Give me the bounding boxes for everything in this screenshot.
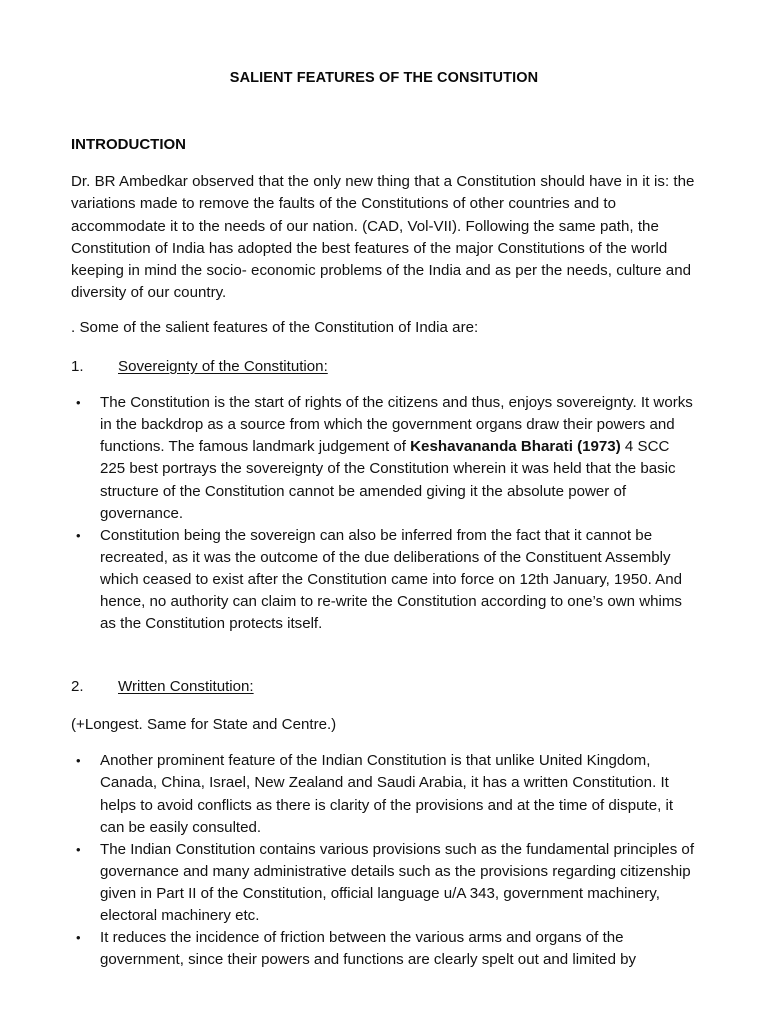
bullet-text: It reduces the incidence of friction between the various arms and organs of the government, since their powers and functions are clearly spelt out and limited by	[100, 929, 637, 969]
bullet-text-cont: 4 SCC 225 best portrays the sovereignty of the Constitution wherein it was held that the basic structure of the Constitution cannot be amended giving it the absolute power of governance.	[100, 438, 676, 522]
section-title-2: Written Constitution:	[118, 678, 254, 696]
list-item	[76, 839, 697, 927]
section-heading-1	[71, 339, 697, 378]
bullet-text: Another prominent feature of the Indian Constitution is that unlike United Kingdom, Canada, China, Israel, New Zealand and Saudi Arabia, it has a written Constitution. It helps to avoid conflicts as there is clarity of the provisions and at the time of dispute, it can be easily consulted.	[100, 752, 674, 836]
bullet-text: The Constitution is the start of rights of the citizens and thus, enjoys sovereignty. It works in the backdrop as a source from which the government organs draw their powers and functions. The famous landmark judgement of	[100, 394, 693, 456]
section-title-1: Sovereignty of the Constitution:	[118, 358, 328, 376]
introduction-heading: INTRODUCTION	[71, 136, 186, 154]
section-2-note: (+Longest. Same for State and Centre.)	[71, 716, 337, 734]
section-number-1: 1.	[71, 358, 84, 376]
bullet-text: The Indian Constitution contains various provisions such as the fundamental principles of governance and many administrative details such as the provisions regarding citizenship given in Part II of the Constitution, official language u/A 343, government machinery, electoral machinery etc.	[100, 840, 695, 924]
introduction-paragraph: Dr. BR Ambedkar observed that the only new thing that a Constitution should have in it is: the variations made to remove the faults of the Constitutions of other countries and to accommodate it to the needs of our nation. (CAD, Vol-VII). Following the same path, the Constitution of India has adopted the best features of the major Constitutions of the world keeping in mind the socio- economic problems of the India and as per the needs, culture and diversity of our country.	[71, 173, 695, 301]
list-item	[76, 750, 697, 838]
document-content	[71, 0, 697, 971]
list-item	[76, 927, 697, 971]
list-item	[76, 392, 697, 525]
lead-in-line: . Some of the salient features of the Constitution of India are:	[71, 318, 479, 336]
section-heading-2	[71, 659, 697, 698]
section-1-bullet-list	[71, 378, 697, 635]
section-2-bullet-list	[71, 736, 697, 971]
bullet-text: Constitution being the sovereign can also be inferred from the fact that it cannot be recreated, as it was the outcome of the due deliberations of the Constituent Assembly which ceased to exist after the Constitution came into force on 12th January, 1950. And hence, no authority can claim to re-write the Constitution according to one’s own whims as the Constitution protects itself.	[100, 526, 683, 633]
list-item	[76, 525, 697, 635]
page-title: SALIENT FEATURES OF THE CONSITUTION	[229, 70, 539, 86]
section-number-2: 2.	[71, 678, 84, 696]
section-spacer	[71, 635, 697, 659]
bullet-text-bold: Keshavananda Bharati (1973)	[410, 438, 621, 456]
